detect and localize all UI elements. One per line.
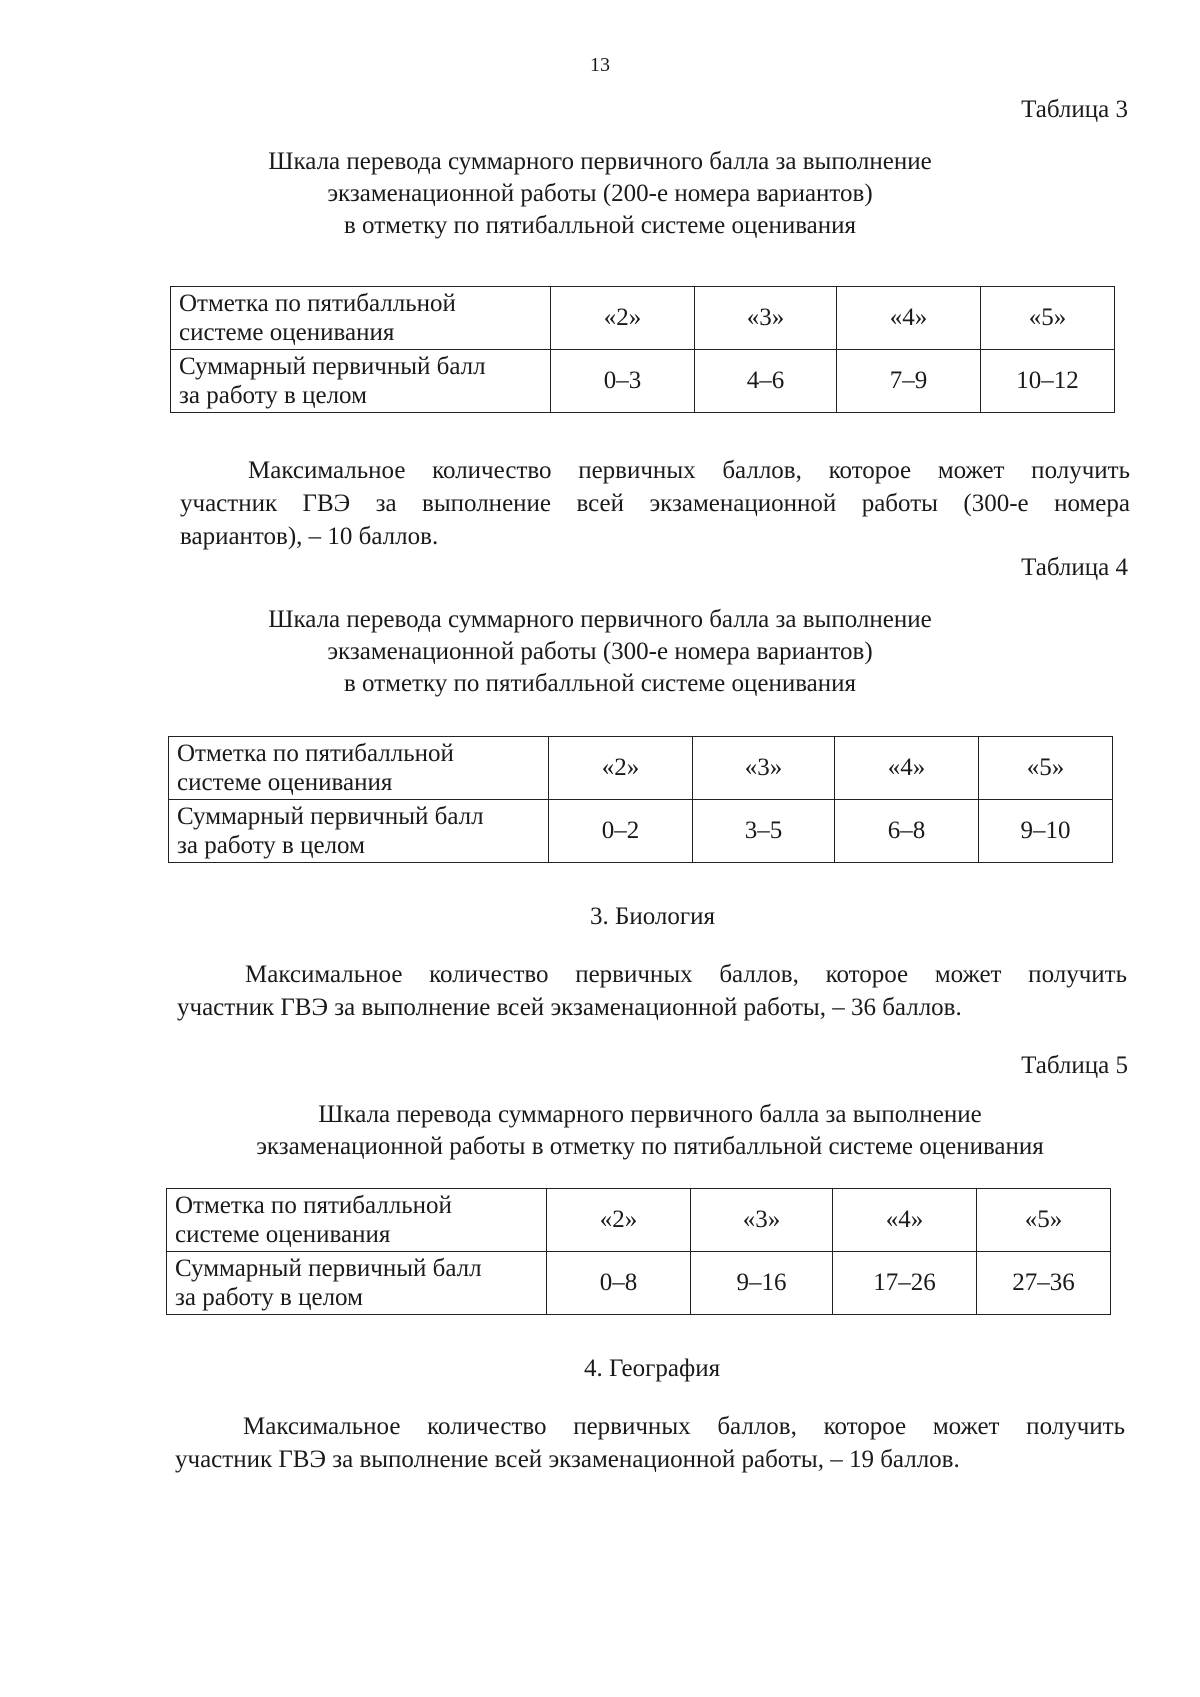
score-range-cell: 4–6 xyxy=(695,350,837,413)
score-range-cell: 10–12 xyxy=(981,350,1115,413)
row-header-line: Отметка по пятибалльной xyxy=(177,740,454,767)
table-row xyxy=(171,350,1115,413)
row-header-line: Суммарный первичный балл xyxy=(175,1255,482,1282)
grade-cell: «4» xyxy=(835,737,979,800)
row-header-line: системе оценивания xyxy=(179,319,395,346)
grade-cell: «2» xyxy=(551,287,695,350)
table-row xyxy=(167,1252,1111,1315)
paragraph-line: вариантов), – 10 баллов. xyxy=(180,523,439,550)
row-header xyxy=(171,350,551,413)
row-header-line: Суммарный первичный балл xyxy=(179,353,486,380)
row-header xyxy=(169,800,549,863)
row-header-line: Суммарный первичный балл xyxy=(177,803,484,830)
row-header xyxy=(171,287,551,350)
table-row xyxy=(169,737,1113,800)
table-4-caption-line: экзаменационной работы (300-е номера вариантов) xyxy=(327,638,873,665)
score-range-cell: 17–26 xyxy=(833,1252,977,1315)
table-5-caption-line: экзаменационной работы в отметку по пятибалльной системе оценивания xyxy=(256,1133,1044,1160)
grade-cell: «3» xyxy=(695,287,837,350)
row-header-line: за работу в целом xyxy=(179,382,367,409)
table-3-caption-line: Шкала перевода суммарного первичного балла за выполнение xyxy=(268,148,932,175)
paragraph-300-variants xyxy=(180,454,1130,553)
paragraph-line: Максимальное количество первичных баллов, которое может получить xyxy=(243,1413,1125,1440)
table-4 xyxy=(168,736,1113,863)
row-header xyxy=(167,1252,547,1315)
row-header-line: Отметка по пятибалльной xyxy=(179,290,456,317)
table-4-caption-line: в отметку по пятибалльной системе оценивания xyxy=(343,670,857,697)
paragraph-biology xyxy=(177,958,1127,1024)
table-4-caption-line: Шкала перевода суммарного первичного балла за выполнение xyxy=(268,606,932,633)
table-4-label: Таблица 4 xyxy=(1021,554,1128,581)
grade-cell: «4» xyxy=(837,287,981,350)
score-range-cell: 0–8 xyxy=(547,1252,691,1315)
section-heading-geography: 4. География xyxy=(584,1355,721,1382)
section-heading-biology: 3. Биология xyxy=(590,903,716,930)
paragraph-line: участник ГВЭ за выполнение всей экзаменационной работы, – 19 баллов. xyxy=(175,1446,960,1473)
table-5 xyxy=(166,1188,1111,1315)
paragraph-line: Максимальное количество первичных баллов, которое может получить xyxy=(245,961,1127,988)
score-range-cell: 7–9 xyxy=(837,350,981,413)
score-range-cell: 0–3 xyxy=(551,350,695,413)
table-5-label: Таблица 5 xyxy=(1021,1052,1128,1079)
row-header xyxy=(167,1189,547,1252)
table-row xyxy=(169,800,1113,863)
row-header xyxy=(169,737,549,800)
row-header-line: системе оценивания xyxy=(175,1221,391,1248)
paragraph-line: участник ГВЭ за выполнение всей экзаменационной работы, – 36 баллов. xyxy=(177,994,962,1021)
paragraph-line: участник ГВЭ за выполнение всей экзаменационной работы (300-е номера xyxy=(180,490,1130,517)
table-4-caption xyxy=(240,604,960,700)
grade-cell: «3» xyxy=(691,1189,833,1252)
table-row xyxy=(171,287,1115,350)
grade-cell: «2» xyxy=(547,1189,691,1252)
grade-cell: «5» xyxy=(981,287,1115,350)
row-header-line: за работу в целом xyxy=(177,832,365,859)
score-range-cell: 3–5 xyxy=(693,800,835,863)
table-3 xyxy=(170,286,1115,413)
table-3-label: Таблица 3 xyxy=(1021,96,1128,123)
grade-cell: «5» xyxy=(977,1189,1111,1252)
paragraph-line: Максимальное количество первичных баллов, которое может получить xyxy=(248,457,1130,484)
table-5-caption-line: Шкала перевода суммарного первичного балла за выполнение xyxy=(318,1101,982,1128)
score-range-cell: 27–36 xyxy=(977,1252,1111,1315)
row-header-line: системе оценивания xyxy=(177,769,393,796)
grade-cell: «2» xyxy=(549,737,693,800)
table-3-caption-line: в отметку по пятибалльной системе оценивания xyxy=(343,212,857,239)
table-5-caption xyxy=(180,1099,1120,1163)
score-range-cell: 9–10 xyxy=(979,800,1113,863)
row-header-line: за работу в целом xyxy=(175,1284,363,1311)
grade-cell: «4» xyxy=(833,1189,977,1252)
table-row xyxy=(167,1189,1111,1252)
grade-cell: «3» xyxy=(693,737,835,800)
paragraph-geography xyxy=(175,1410,1125,1476)
score-range-cell: 9–16 xyxy=(691,1252,833,1315)
grade-cell: «5» xyxy=(979,737,1113,800)
table-3-caption-line: экзаменационной работы (200-е номера вариантов) xyxy=(327,180,873,207)
row-header-line: Отметка по пятибалльной xyxy=(175,1192,452,1219)
table-3-caption xyxy=(240,146,960,242)
score-range-cell: 6–8 xyxy=(835,800,979,863)
score-range-cell: 0–2 xyxy=(549,800,693,863)
page-number: 13 xyxy=(590,54,610,76)
